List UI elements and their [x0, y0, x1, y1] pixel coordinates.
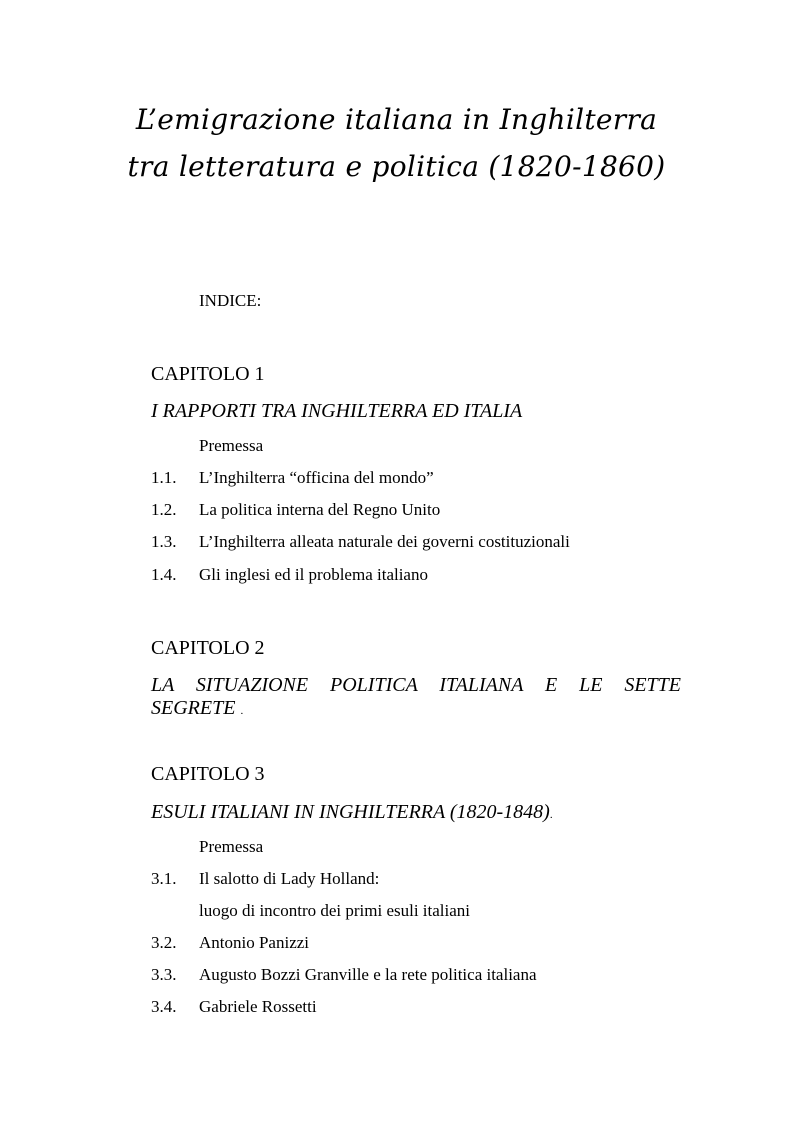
toc-entry: [151, 533, 570, 550]
toc-entry-number: 1.1.: [151, 468, 177, 487]
chapter-2-subtitle: [151, 674, 681, 720]
toc-entry: [151, 566, 428, 583]
toc-entry-text: Premessa: [199, 436, 264, 455]
document-title-line-1: L’emigrazione italiana in Inghilterra: [135, 103, 658, 136]
index-label: INDICE:: [199, 291, 262, 310]
toc-entry-text: luogo di incontro dei primi esuli italiani: [199, 901, 471, 920]
toc-entry-text: Gli inglesi ed il problema italiano: [199, 565, 428, 584]
chapter-3-subtitle-text: ESULI ITALIANI IN INGHILTERRA (1820-1848): [151, 801, 550, 823]
chapter-2-subtitle-line-2: SEGRETE: [151, 697, 236, 719]
toc-entry-number: 1.4.: [151, 565, 177, 584]
toc-entry-number: 3.3.: [151, 965, 177, 984]
toc-entry: [199, 838, 263, 855]
toc-entry-number: 1.3.: [151, 532, 177, 551]
toc-entry-number: 3.4.: [151, 997, 177, 1016]
chapter-2-subtitle-trail: .: [240, 705, 244, 717]
toc-entry-number: 3.1.: [151, 869, 177, 888]
toc-entry-text: Gabriele Rossetti: [199, 997, 317, 1016]
chapter-3-subtitle: [151, 801, 681, 824]
chapter-2-subtitle-line-1: LA SITUAZIONE POLITICA ITALIANA E LE SETTE: [151, 674, 681, 696]
toc-entry: [151, 469, 434, 486]
toc-entry-text: Il salotto di Lady Holland:: [199, 869, 380, 888]
toc-entry: [151, 998, 317, 1015]
toc-entry: [151, 966, 537, 983]
toc-entry: [199, 902, 470, 919]
chapter-3-heading: CAPITOLO 3: [151, 763, 265, 785]
toc-entry-text: L’Inghilterra “officina del mondo”: [199, 468, 434, 487]
chapter-2-heading: CAPITOLO 2: [151, 637, 265, 659]
chapter-1-subtitle: I RAPPORTI TRA INGHILTERRA ED ITALIA: [151, 400, 523, 422]
toc-entry-text: Premessa: [199, 837, 264, 856]
chapter-1-heading: CAPITOLO 1: [151, 363, 265, 385]
chapter-3-subtitle-trail: .: [549, 809, 553, 821]
document-title-line-2: tra letteratura e politica (1820-1860): [127, 150, 666, 183]
toc-entry-number: 3.2.: [151, 933, 177, 952]
toc-entry-number: 1.2.: [151, 500, 177, 519]
toc-entry: [151, 934, 309, 951]
toc-entry: [151, 501, 440, 518]
toc-entry-text: La politica interna del Regno Unito: [199, 500, 441, 519]
toc-entry: [151, 870, 379, 887]
toc-entry-text: Augusto Bozzi Granville e la rete politica italiana: [199, 965, 537, 984]
toc-entry-text: L’Inghilterra alleata naturale dei governi costituzionali: [199, 532, 570, 551]
toc-entry-text: Antonio Panizzi: [199, 933, 310, 952]
toc-entry: [199, 437, 263, 454]
